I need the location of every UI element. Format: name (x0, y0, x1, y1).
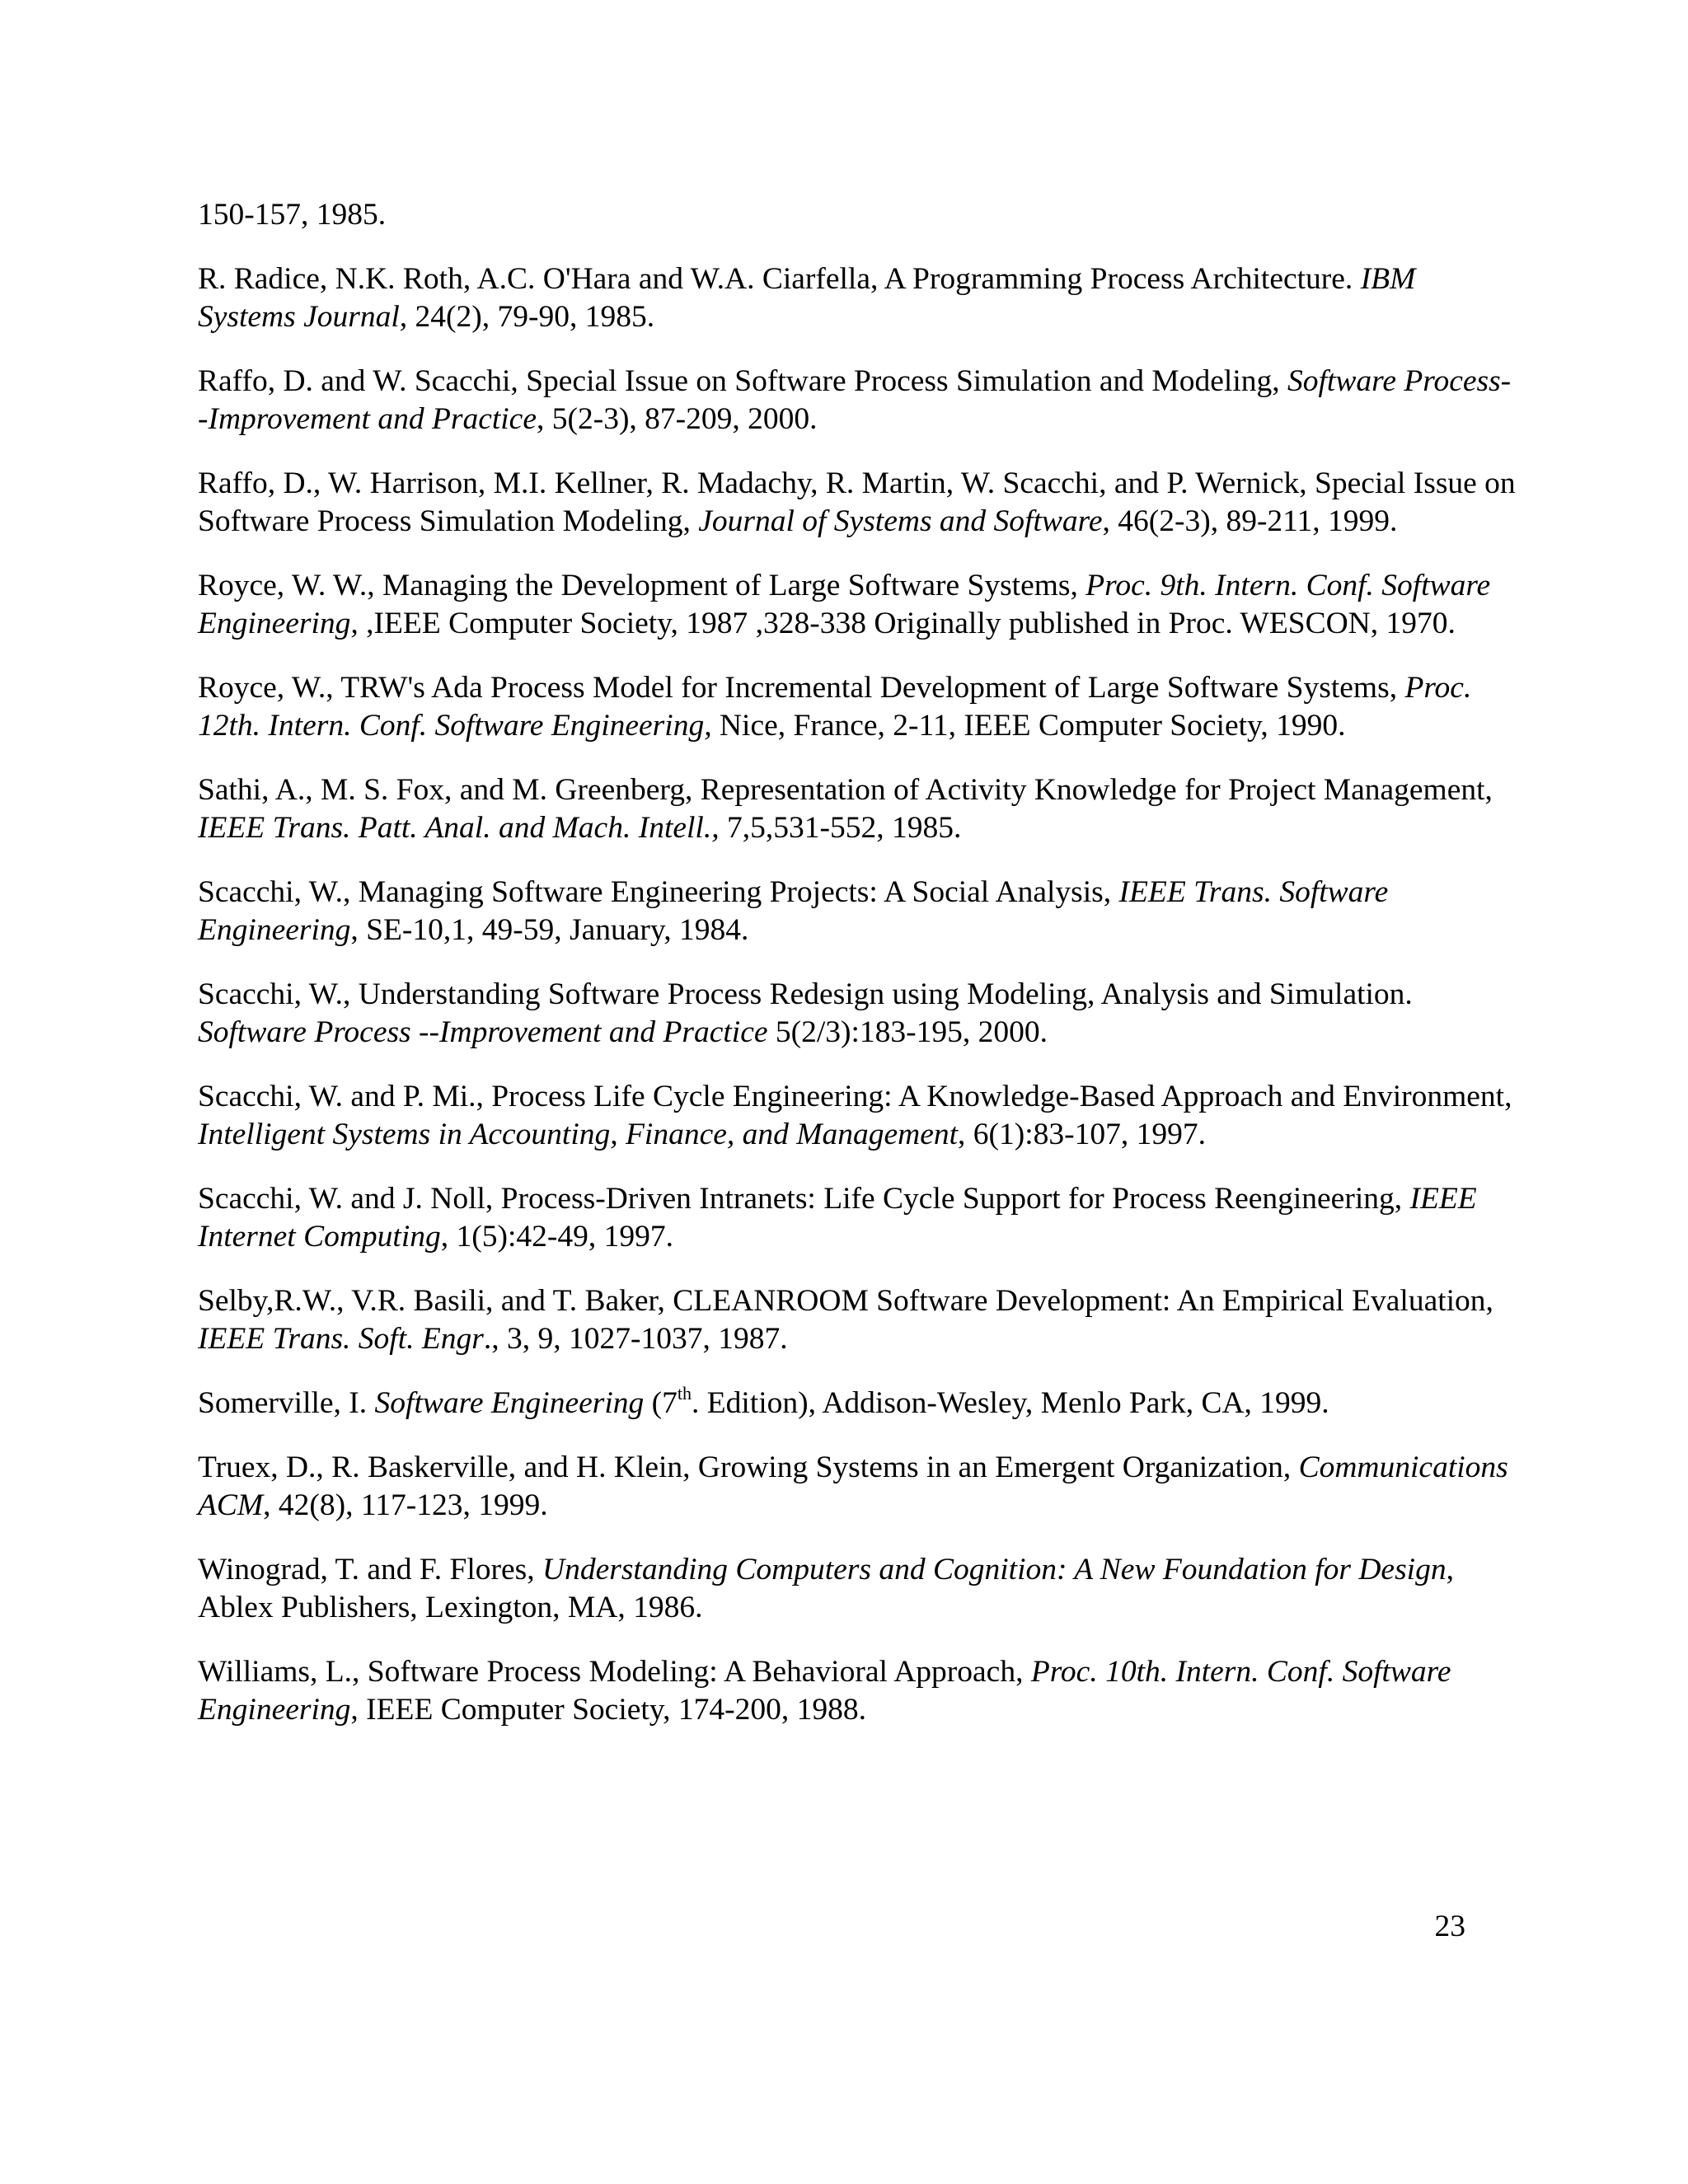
reference-italic-text: IEEE Trans. Software Engineering (198, 875, 1389, 947)
reference-italic-text: Software Engineering (374, 1386, 645, 1420)
reference-italic-text: Proc. 12th. Intern. Conf. Software Engineering, (198, 671, 1472, 743)
reference-entry (198, 363, 1517, 438)
reference-text: Royce, W., TRW's Ada Process Model for Incremental Development of Large Software Systems, (198, 671, 1405, 705)
reference-text: Selby,R.W., V.R. Basili, and T. Baker, CLEANROOM Software Development: An Empirical Evaluation, (198, 1284, 1493, 1318)
reference-text: Sathi, A., M. S. Fox, and M. Greenberg, Representation of Activity Knowledge for Project Management, (198, 773, 1493, 807)
reference-entry (198, 874, 1517, 949)
reference-italic-text: Understanding Computers and Cognition: A New Foundation for Design (542, 1553, 1447, 1586)
reference-text: Scacchi, W., Managing Software Engineering Projects: A Social Analysis, (198, 875, 1119, 909)
reference-text: 5(2/3):183-195, 2000. (767, 1015, 1048, 1049)
reference-entry (198, 260, 1517, 336)
reference-entry (198, 669, 1517, 745)
reference-text: , 6(1):83-107, 1997. (958, 1118, 1207, 1151)
reference-entry (198, 1551, 1517, 1627)
reference-text: Raffo, D. and W. Scacchi, Special Issue on Software Process Simulation and Modeling, (198, 364, 1288, 398)
reference-entry (198, 1653, 1517, 1729)
reference-text: ., 3, 9, 1027-1037, 1987. (483, 1322, 788, 1356)
reference-text: , SE-10,1, 49-59, January, 1984. (350, 913, 749, 947)
page-number: 23 (1434, 1910, 1465, 1943)
reference-italic-text: Proc. 9th. Intern. Conf. Software Engineering, (198, 569, 1491, 640)
reference-italic-text: Communications ACM (198, 1451, 1508, 1522)
reference-text: , 42(8), 117-123, 1999. (263, 1488, 548, 1522)
reference-italic-text: IEEE Trans. Patt. Anal. and Mach. Intell., (198, 811, 720, 845)
reference-text: . Edition), Addison-Wesley, Menlo Park, CA, 1999. (692, 1386, 1329, 1420)
reference-italic-text: IBM Systems Journal, (198, 262, 1416, 334)
reference-text: Williams, L., Software Process Modeling: A Behavioral Approach, (198, 1655, 1031, 1689)
reference-list (198, 196, 1517, 1755)
reference-italic-text: Software Process --Improvement and Practice (198, 1015, 768, 1049)
reference-entry (198, 1180, 1517, 1256)
reference-italic-text: Software Process--Improvement and Practice (198, 364, 1512, 436)
reference-text: , 5(2-3), 87-209, 2000. (536, 402, 818, 436)
reference-text: Royce, W. W., Managing the Development of Large Software Systems, (198, 569, 1086, 602)
reference-entry (198, 1078, 1517, 1154)
reference-entry (198, 1282, 1517, 1358)
reference-italic-text: Intelligent Systems in Accounting, Finance, and Management (198, 1118, 959, 1151)
reference-italic-text: IEEE Trans. Soft. Engr (198, 1322, 484, 1356)
reference-entry (198, 567, 1517, 643)
reference-text: , IEEE Computer Society, 174-200, 1988. (350, 1693, 866, 1727)
reference-text: (7 (644, 1386, 678, 1420)
reference-text: 24(2), 79-90, 1985. (407, 300, 655, 334)
reference-entry (198, 196, 1517, 234)
reference-text: 150-157, 1985. (198, 198, 387, 232)
reference-text: Scacchi, W. and P. Mi., Process Life Cycle Engineering: A Knowledge-Based Approach and Environment, (198, 1080, 1512, 1113)
reference-text: Truex, D., R. Baskerville, and H. Klein, Growing Systems in an Emergent Organization, (198, 1451, 1299, 1484)
reference-italic-text: Proc. 10th. Intern. Conf. Software Engineering (198, 1655, 1451, 1727)
reference-text: Somerville, I. (198, 1386, 375, 1420)
reference-text: 7,5,531-552, 1985. (719, 811, 962, 845)
reference-text: , 1(5):42-49, 1997. (440, 1220, 674, 1254)
reference-text: Nice, France, 2-11, IEEE Computer Society, 1990. (711, 709, 1346, 743)
reference-entry (198, 1449, 1517, 1525)
reference-text: Raffo, D., W. Harrison, M.I. Kellner, R. Madachy, R. Martin, W. Scacchi, and P. Wernick, Special Issue on Software Process Simulation Modeling, (198, 466, 1516, 538)
reference-entry (198, 976, 1517, 1052)
reference-entry (198, 1385, 1517, 1422)
reference-text: Winograd, T. and F. Flores, (198, 1553, 543, 1586)
reference-text: Scacchi, W. and J. Noll, Process-Driven Intranets: Life Cycle Support for Process Reengineering, (198, 1182, 1410, 1216)
reference-entry (198, 465, 1517, 541)
reference-text: , Ablex Publishers, Lexington, MA, 1986. (198, 1553, 1454, 1624)
reference-italic-text: IEEE Internet Computing (198, 1182, 1477, 1254)
reference-entry (198, 771, 1517, 847)
reference-text: ,IEEE Computer Society, 1987 ,328-338 Originally published in Proc. WESCON, 1970. (358, 607, 1456, 640)
reference-italic-text: Journal of Systems and Software (698, 504, 1103, 538)
superscript-text: th (677, 1383, 692, 1404)
reference-text: Scacchi, W., Understanding Software Process Redesign using Modeling, Analysis and Simulation. (198, 977, 1413, 1011)
reference-text: , 46(2-3), 89-211, 1999. (1102, 504, 1398, 538)
reference-text: R. Radice, N.K. Roth, A.C. O'Hara and W.A. Ciarfella, A Programming Process Architecture. (198, 262, 1361, 296)
